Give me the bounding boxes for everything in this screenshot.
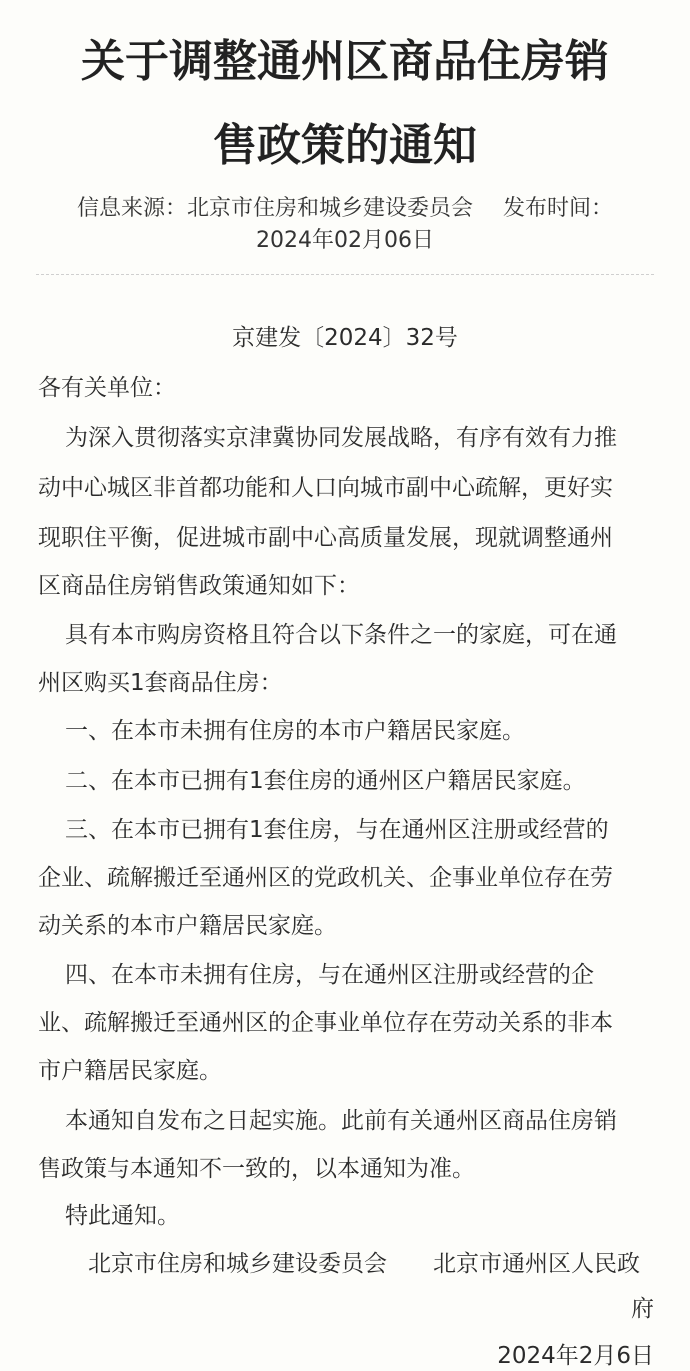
paragraph-line: 州区购买1套商品住房：: [38, 670, 283, 696]
divider: [36, 274, 654, 275]
source-label: 信息来源：: [76, 196, 187, 221]
signature-date: 2024年2月6日: [497, 1343, 654, 1369]
paragraph-line: 区商品住房销售政策通知如下：: [38, 573, 360, 599]
paragraph-line: 业、疏解搬迁至通州区的企事业单位存在劳动关系的非本: [38, 1010, 613, 1036]
signature-issuers-continued: 府: [631, 1296, 654, 1322]
list-item-2: 二、在本市已拥有1套住房的通州区户籍居民家庭。: [65, 768, 586, 794]
paragraph-line: 市户籍居民家庭。: [38, 1058, 222, 1084]
paragraph-line: 企业、疏解搬迁至通州区的党政机关、企事业单位存在劳: [38, 865, 613, 891]
paragraph-line: 售政策与本通知不一致的，以本通知为准。: [38, 1156, 475, 1182]
salutation: 各有关单位：: [38, 375, 176, 401]
publish-label: 发布时间：: [503, 196, 614, 221]
doc-number: 京建发〔2024〕32号: [232, 325, 458, 351]
title-line-2: 售政策的通知: [213, 120, 477, 171]
paragraph-line: 现职住平衡，促进城市副中心高质量发展，现就调整通州: [38, 525, 613, 551]
paragraph-line: 动关系的本市户籍居民家庭。: [38, 913, 337, 939]
paragraph-line: 动中心城区非首都功能和人口向城市副中心疏解，更好实: [38, 475, 613, 501]
source-value: 北京市住房和城乡建设委员会: [186, 196, 473, 221]
paragraph-line: 本通知自发布之日起实施。此前有关通州区商品住房销: [65, 1108, 617, 1134]
signature-issuers: 北京市住房和城乡建设委员会 北京市通州区人民政: [88, 1251, 640, 1277]
list-item-3: 三、在本市已拥有1套住房，与在通州区注册或经营的: [65, 817, 609, 843]
meta-source-row: [20, 194, 670, 224]
list-item-1: 一、在本市未拥有住房的本市户籍居民家庭。: [65, 718, 525, 744]
title-line-1: 关于调整通州区商品住房销: [81, 36, 609, 87]
paragraph-line: 为深入贯彻落实京津冀协同发展战略，有序有效有力推: [65, 425, 617, 451]
publish-date: 2024年02月06日: [256, 228, 434, 253]
list-item-4: 四、在本市未拥有住房，与在通州区注册或经营的企: [65, 962, 594, 988]
paragraph-line: 具有本市购房资格且符合以下条件之一的家庭，可在通: [65, 622, 617, 648]
closing-remark: 特此通知。: [65, 1203, 180, 1229]
